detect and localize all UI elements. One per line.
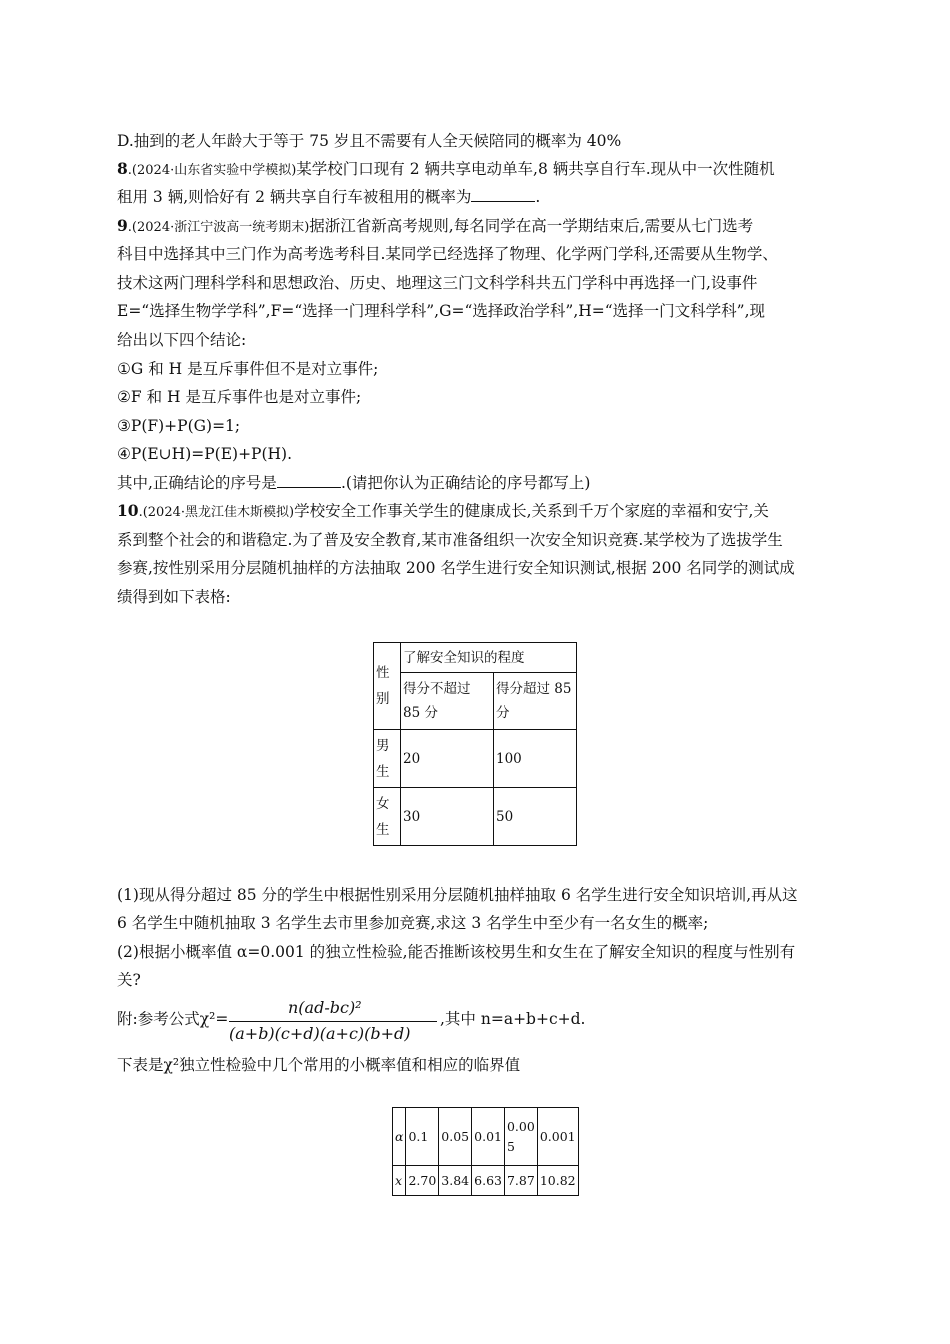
q8-end: . [535, 188, 541, 206]
q9-line4: E=“选择生物学学科”,F=“选择一门理科学科”,G=“选择政治学科”,H=“选择一门文科学科”,现 [117, 302, 766, 320]
q10-line3: 参赛,按性别采用分层随机抽样的方法抽取 200 名学生进行安全知识测试,根据 200 名同学的测试成 [117, 559, 795, 577]
cell: 0.001 [537, 1108, 578, 1166]
q9-ask-a: 其中,正确结论的序号是 [117, 474, 277, 492]
q9-text: 据浙江省新高考规则,每名同学在高一学期结束后,需要从七门选考 [309, 217, 754, 235]
x-label: x [393, 1166, 406, 1196]
q9-line3: 技术这两门理科学科和思想政治、历史、地理这三门文科学科共五门学科中再选择一门,设事件 [117, 274, 758, 292]
q8-line1 [117, 158, 775, 182]
q10-line2: 系到整个社会的和谐稳定.为了普及安全教育,某市准备组织一次安全知识竞赛.某学校为了选拔学生 [117, 531, 783, 549]
q9-source: .(2024·浙江宁波高一统考期末) [127, 220, 310, 235]
table-row [393, 1166, 579, 1196]
table-row [374, 788, 577, 846]
cell: 30 [401, 788, 494, 846]
conclusion-3: ③P(F)+P(G)=1; [117, 417, 241, 435]
q9-line1 [117, 215, 753, 239]
part-1-line2: 6 名学生中随机抽取 3 名学生去市里参加竞赛,求这 3 名学生中至少有一名女生的概率; [117, 914, 709, 932]
table2-caption: 下表是χ²独立性检验中几个常用的小概率值和相应的临界值 [117, 1056, 521, 1074]
q8-answer-blank[interactable] [471, 186, 535, 202]
col-header-2: 得分超过 85 分 [494, 673, 577, 730]
part-1-line1: (1)现从得分超过 85 分的学生中根据性别采用分层随机抽样抽取 6 名学生进行安全知识培训,再从这 [117, 886, 798, 904]
cell: 0.01 [472, 1108, 505, 1166]
q8-text: 某学校门口现有 2 辆共享电动单车,8 辆共享自行车.现从中一次性随机 [296, 160, 775, 178]
q9-answer-blank[interactable] [277, 472, 341, 488]
q10-line1 [117, 500, 769, 524]
cell: 0.1 [406, 1108, 439, 1166]
survey-table [373, 642, 577, 846]
col-header-1: 得分不超过 85 分 [401, 673, 494, 730]
q10-text: 学校安全工作事关学生的健康成长,关系到千万个家庭的幸福和安宁,关 [294, 502, 769, 520]
table-header: 了解安全知识的程度 [401, 643, 577, 673]
formula-suffix: ,其中 n=a+b+c+d. [440, 1010, 586, 1028]
cell: 10.82 [537, 1166, 578, 1196]
part-2-line2: 关? [117, 971, 141, 989]
row-label: 女生 [374, 788, 401, 846]
q8-number: 8 [117, 159, 128, 178]
option-d: D.抽到的老人年龄大于等于 75 岁且不需要有人全天候陪同的概率为 40% [117, 132, 622, 150]
q9-ask-b: .(请把你认为正确结论的序号都写上) [340, 474, 591, 492]
q10-number: 10 [117, 501, 139, 520]
table-row [393, 1108, 579, 1166]
alpha-label: α [393, 1108, 406, 1166]
q9-line2: 科目中选择其中三门作为高考选考科目.某同学已经选择了物理、化学两门学科,还需要从生物学、 [117, 245, 778, 263]
formula-numerator: n(ad-bc)² [288, 998, 362, 1017]
formula-denominator: (a+b)(c+d)(a+c)(b+d) [229, 1024, 411, 1043]
q10-line4: 绩得到如下表格: [117, 588, 231, 606]
q9-number: 9 [117, 216, 128, 235]
cell: 0.05 [439, 1108, 472, 1166]
q8-line2 [117, 186, 540, 208]
conclusion-4: ④P(E∪H)=P(E)+P(H). [117, 445, 293, 463]
cell: 50 [494, 788, 577, 846]
q8-text2: 租用 3 辆,则恰好有 2 辆共享自行车被租用的概率为 [117, 188, 472, 206]
formula-prefix: 附:参考公式χ²= [117, 1010, 229, 1028]
part-2-line1: (2)根据小概率值 α=0.001 的独立性检验,能否推断该校男生和女生在了解安全知识的程度与性别有 [117, 943, 796, 961]
row-label: 男生 [374, 730, 401, 788]
q9-line5: 给出以下四个结论: [117, 331, 247, 349]
conclusion-1: ①G 和 H 是互斥事件但不是对立事件; [117, 360, 379, 378]
corner-cell: 性别 [374, 643, 401, 730]
conclusion-2: ②F 和 H 是互斥事件也是对立事件; [117, 388, 362, 406]
cell: 100 [494, 730, 577, 788]
fraction-bar [229, 1021, 437, 1022]
cell: 20 [401, 730, 494, 788]
cell: 3.84 [439, 1166, 472, 1196]
q8-source: .(2024·山东省实验中学模拟) [127, 163, 297, 178]
cell: 2.70 [406, 1166, 439, 1196]
q10-source: .(2024·黑龙江佳木斯模拟) [138, 505, 295, 520]
cell: 7.87 [504, 1166, 537, 1196]
critical-value-table [392, 1107, 579, 1196]
cell: 0.005 [504, 1108, 537, 1166]
cell: 6.63 [472, 1166, 505, 1196]
q9-ask [117, 472, 590, 494]
table-row [374, 730, 577, 788]
